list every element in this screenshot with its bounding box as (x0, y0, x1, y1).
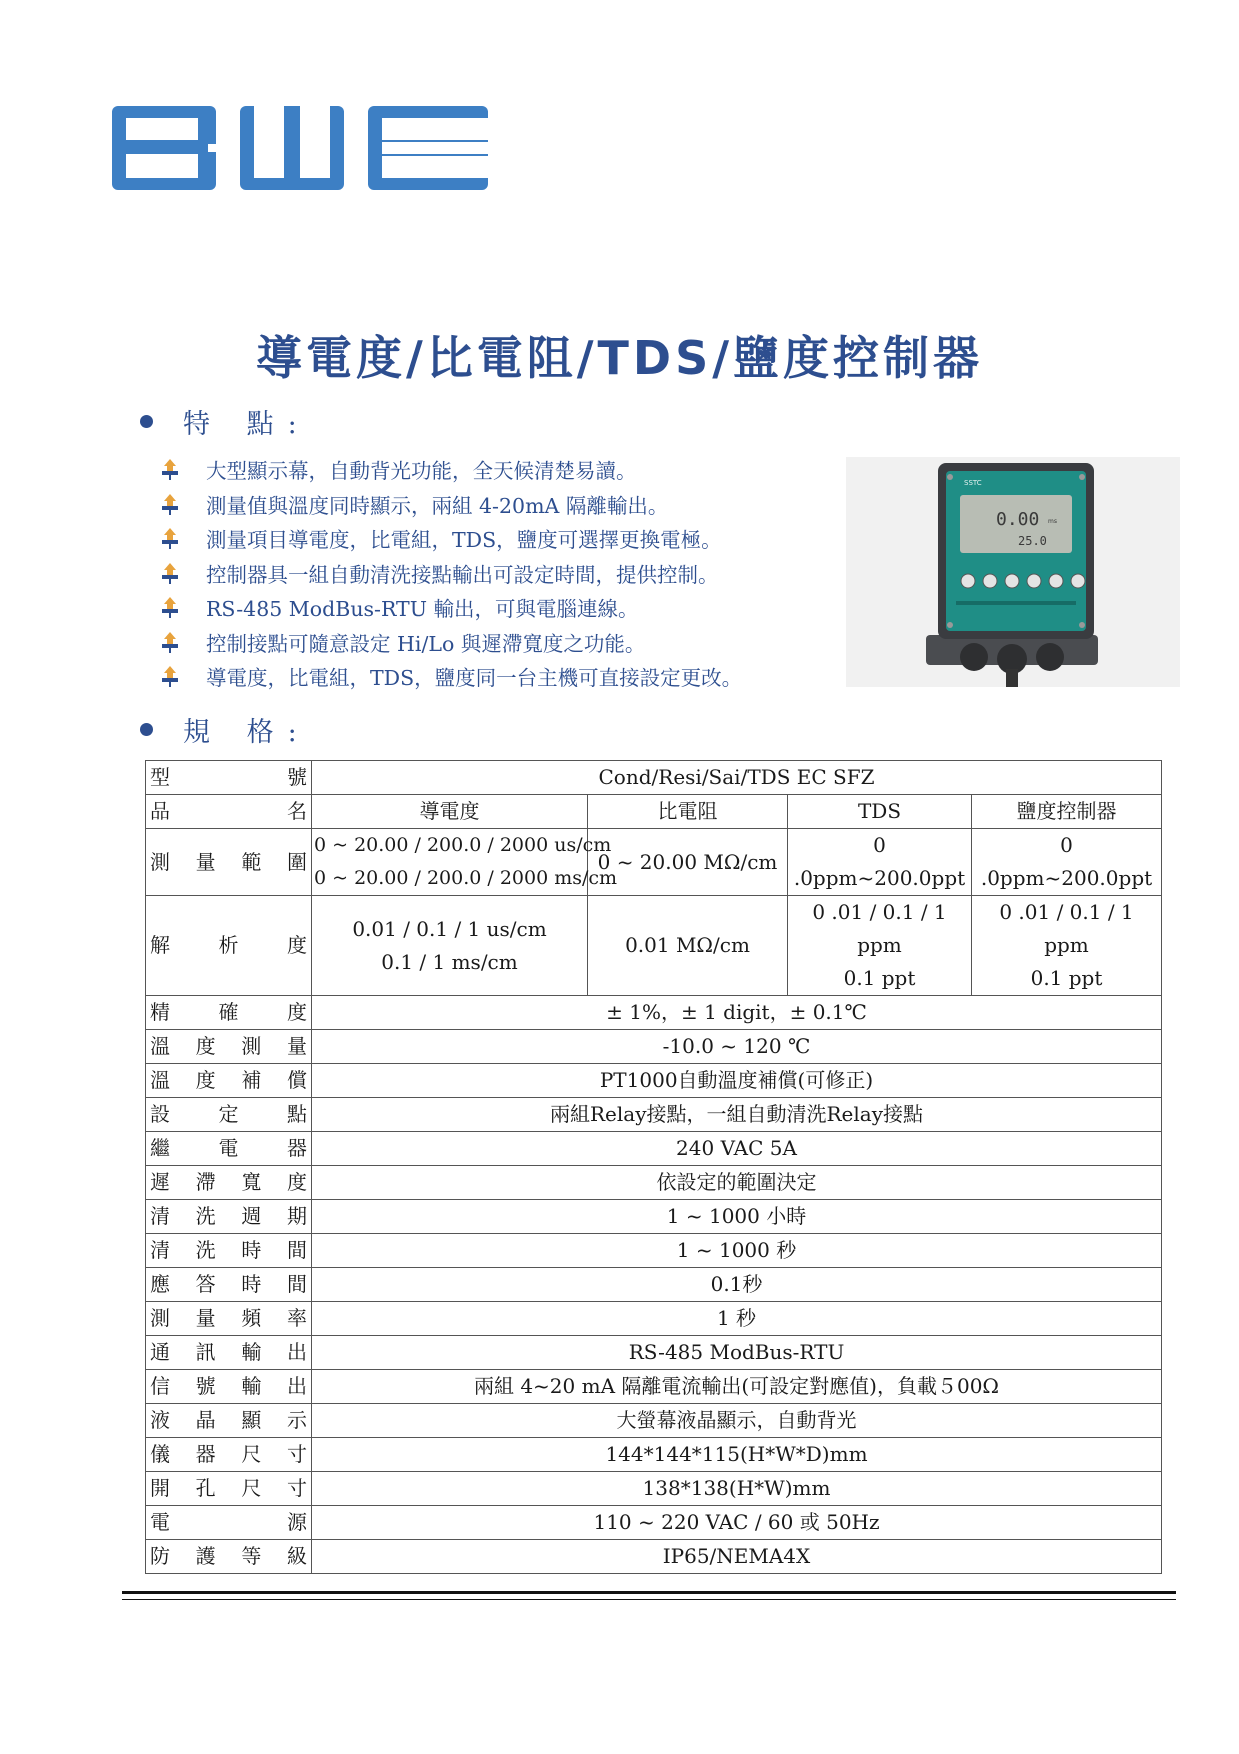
device-brand: SSTC (964, 479, 982, 487)
pin-bullet-icon (160, 596, 180, 618)
row-label-text: 清 洗 時 間 (150, 1238, 307, 1262)
row-label-text: 防 護 等 級 (150, 1544, 307, 1568)
row-label (146, 1302, 312, 1336)
feature-item (160, 659, 840, 694)
table-row (146, 1132, 1162, 1166)
feature-item (160, 487, 840, 522)
table-row (146, 795, 1162, 829)
device-button-icon (1005, 574, 1019, 588)
row-label-text: 繼 電 器 (150, 1136, 307, 1160)
spec-table (145, 760, 1162, 1574)
product-tds: TDS (788, 795, 972, 829)
row-label (146, 1030, 312, 1064)
row-value: -10.0 ~ 120 ℃ (312, 1030, 1162, 1064)
pin-bullet-icon (160, 562, 180, 584)
row-value: 138*138(H*W)mm (312, 1472, 1162, 1506)
table-row (146, 1506, 1162, 1540)
row-value: 240 VAC 5A (312, 1132, 1162, 1166)
feature-text: RS-485 ModBus-RTU 輸出，可與電腦連線。 (206, 597, 639, 622)
product-cond: 導電度 (312, 795, 588, 829)
row-label-text: 測 量 範 圍 (150, 849, 307, 874)
row-label-text: 電 源 (150, 1510, 307, 1534)
range-tds: 0 .0ppm~200.0ppt (788, 829, 972, 896)
resolution-tds: 0 .01 / 0.1 / 1 ppm 0.1 ppt (788, 896, 972, 996)
pin-bullet-icon (160, 665, 180, 687)
row-value: PT1000自動溫度補償(可修正) (312, 1064, 1162, 1098)
table-row (146, 1540, 1162, 1574)
pin-bullet-icon (160, 493, 180, 515)
row-label-text: 設 定 點 (150, 1102, 307, 1126)
device-button-icon (983, 574, 997, 588)
bottom-divider (122, 1591, 1176, 1600)
row-label-text: 測 量 頻 率 (150, 1306, 307, 1330)
range-salt: 0 .0ppm~200.0ppt (972, 829, 1162, 896)
row-label (146, 896, 312, 996)
table-row (146, 1268, 1162, 1302)
row-label-text: 品 名 (150, 799, 307, 823)
product-resi: 比電阻 (588, 795, 788, 829)
resolution-resi: 0.01 MΩ/cm (588, 896, 788, 996)
row-label (146, 1540, 312, 1574)
feature-item (160, 590, 840, 625)
row-label-text: 清 洗 週 期 (150, 1204, 307, 1228)
table-row (146, 1098, 1162, 1132)
device-temp: 25.0 (1018, 534, 1047, 548)
table-row (146, 1030, 1162, 1064)
row-label-text: 開 孔 尺 寸 (150, 1476, 307, 1500)
row-label (146, 761, 312, 795)
row-value: IP65/NEMA4X (312, 1540, 1162, 1574)
table-row (146, 1438, 1162, 1472)
row-value: ± 1%，± 1 digit，± 0.1℃ (312, 996, 1162, 1030)
model-value: Cond/Resi/Sai/TDS EC SFZ (312, 761, 1162, 795)
row-value: 1 ~ 1000 小時 (312, 1200, 1162, 1234)
row-value: RS-485 ModBus-RTU (312, 1336, 1162, 1370)
device-button-icon (1049, 574, 1063, 588)
row-label-text: 通 訊 輸 出 (150, 1340, 307, 1364)
table-row (146, 1370, 1162, 1404)
device-button-icon (961, 574, 975, 588)
table-row (146, 1404, 1162, 1438)
row-label (146, 1268, 312, 1302)
feature-item (160, 556, 840, 591)
feature-text: 測量項目導電度，比電組，TDS，鹽度可選擇更換電極。 (206, 528, 722, 553)
device-unit: ms (1048, 518, 1057, 525)
row-label (146, 1404, 312, 1438)
row-label-text: 液 晶 顯 示 (150, 1408, 307, 1432)
row-label-text: 解 析 度 (150, 933, 307, 957)
table-row (146, 1064, 1162, 1098)
controller-device-photo (846, 457, 1180, 687)
bullet-dot-icon (140, 723, 153, 736)
row-label (146, 829, 312, 896)
feature-item (160, 452, 840, 487)
row-label (146, 996, 312, 1030)
range-resi: 0 ~ 20.00 MΩ/cm (588, 829, 788, 896)
device-button-icon (1071, 574, 1085, 588)
resolution-salt: 0 .01 / 0.1 / 1 ppm 0.1 ppt (972, 896, 1162, 996)
row-label (146, 1370, 312, 1404)
table-row (146, 829, 1162, 896)
row-value: 0.1秒 (312, 1268, 1162, 1302)
row-value: 144*144*115(H*W*D)mm (312, 1438, 1162, 1472)
row-label-text: 溫 度 測 量 (150, 1034, 307, 1058)
row-value: 依設定的範圍決定 (312, 1166, 1162, 1200)
feature-text: 導電度，比電組，TDS，鹽度同一台主機可直接設定更改。 (206, 666, 743, 691)
row-value: 兩組 4~20 mA 隔離電流輸出(可設定對應值)，負載５00Ω (312, 1370, 1162, 1404)
device-button-icon (1027, 574, 1041, 588)
row-label (146, 795, 312, 829)
row-label (146, 1166, 312, 1200)
row-label (146, 1438, 312, 1472)
table-row (146, 996, 1162, 1030)
row-label (146, 1506, 312, 1540)
row-label-text: 信 號 輸 出 (150, 1374, 307, 1398)
row-label (146, 1098, 312, 1132)
resolution-cond: 0.01 / 0.1 / 1 us/cm 0.1 / 1 ms/cm (312, 896, 588, 996)
row-label (146, 1064, 312, 1098)
feature-text: 大型顯示幕，自動背光功能，全天候清楚易讀。 (206, 459, 637, 484)
bullet-dot-icon (140, 415, 153, 428)
row-label (146, 1234, 312, 1268)
row-value: 110 ~ 220 VAC / 60 或 50Hz (312, 1506, 1162, 1540)
table-row (146, 1200, 1162, 1234)
table-row (146, 1166, 1162, 1200)
feature-item (160, 625, 840, 660)
row-label-text: 型 號 (150, 765, 307, 789)
pin-bullet-icon (160, 631, 180, 653)
table-row (146, 1234, 1162, 1268)
features-heading: 特 點: (140, 402, 311, 441)
feature-text: 測量值與溫度同時顯示，兩組 4-20mA 隔離輸出。 (206, 493, 669, 518)
row-label-text: 應 答 時 間 (150, 1272, 307, 1296)
row-label (146, 1132, 312, 1166)
pin-bullet-icon (160, 458, 180, 480)
row-label (146, 1336, 312, 1370)
row-label-text: 儀 器 尺 寸 (150, 1442, 307, 1466)
feature-item (160, 521, 840, 556)
table-row (146, 896, 1162, 996)
table-row (146, 1336, 1162, 1370)
feature-list (160, 452, 840, 694)
row-label (146, 1472, 312, 1506)
row-label-text: 精 確 度 (150, 1000, 307, 1024)
range-cond: 0 ~ 20.00 / 200.0 / 2000 us/cm 0 ~ 20.00 / 200.0 / 2000 ms/cm (312, 829, 588, 896)
bwc-logo (112, 106, 488, 190)
specs-heading: 規 格: (140, 710, 311, 749)
feature-text: 控制器具一組自動清洗接點輸出可設定時間，提供控制。 (206, 562, 719, 587)
row-value: 兩組Relay接點，一組自動清洗Relay接點 (312, 1098, 1162, 1132)
table-row (146, 1472, 1162, 1506)
product-salt: 鹽度控制器 (972, 795, 1162, 829)
row-value: 1 秒 (312, 1302, 1162, 1336)
device-reading: 0.00 (996, 509, 1040, 530)
row-value: 大螢幕液晶顯示，自動背光 (312, 1404, 1162, 1438)
table-row (146, 1302, 1162, 1336)
row-label-text: 溫 度 補 償 (150, 1068, 307, 1092)
page-title: 導電度/比電阻/TDS/鹽度控制器 (255, 331, 984, 385)
feature-text: 控制接點可隨意設定 Hi/Lo 與遲滯寬度之功能。 (206, 631, 646, 656)
table-row (146, 761, 1162, 795)
row-value: 1 ~ 1000 秒 (312, 1234, 1162, 1268)
pin-bullet-icon (160, 527, 180, 549)
row-label-text: 遲 滯 寬 度 (150, 1170, 307, 1194)
row-label (146, 1200, 312, 1234)
